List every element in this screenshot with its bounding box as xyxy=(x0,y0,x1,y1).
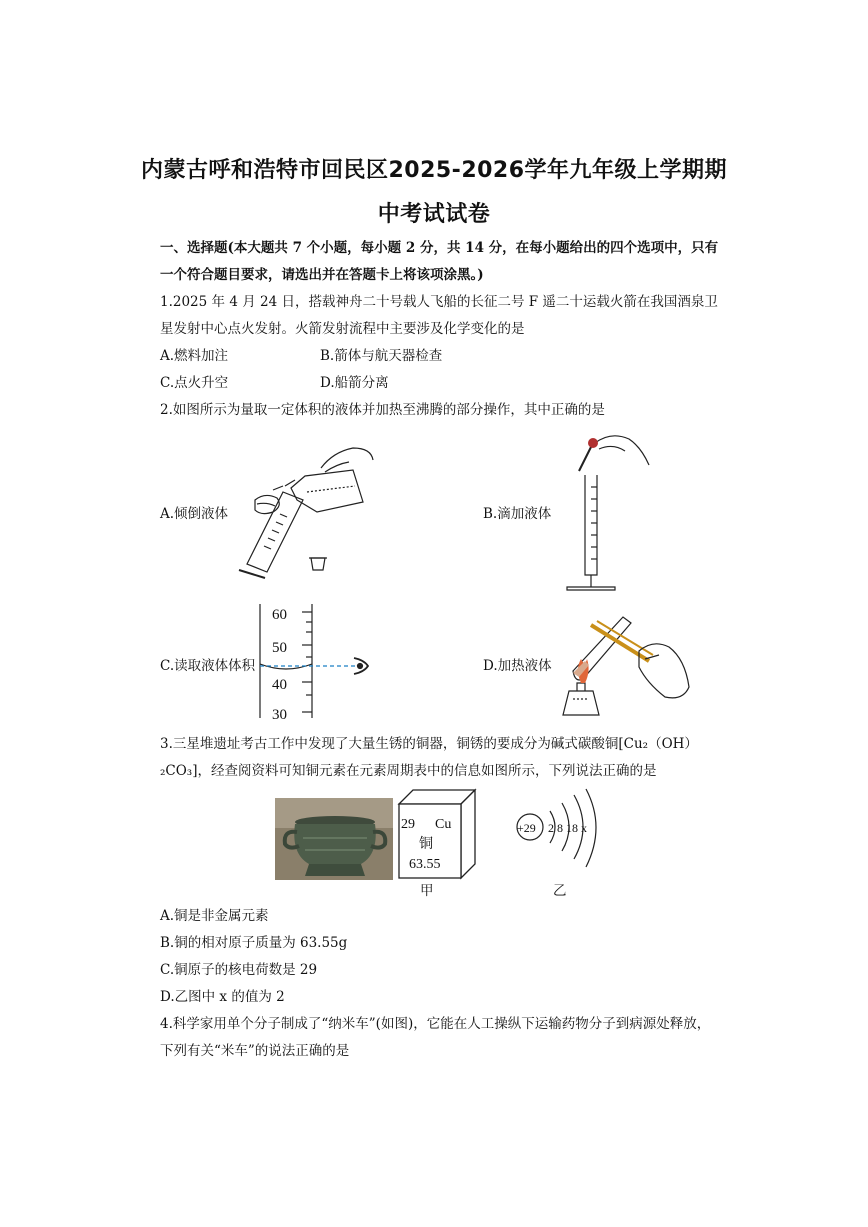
q4-stem-line2: 下列有关“米车”的说法正确的是 xyxy=(160,1043,350,1059)
q2-option-b: B.滴加液体 xyxy=(483,506,552,522)
q3-option-a: A.铜是非金属元素 xyxy=(160,908,269,924)
q4-stem-line1: 4.科学家用单个分子制成了“纳米车”(如图)，它能在人工操纵下运输药物分子到病源处释放， xyxy=(160,1016,711,1032)
q3-option-c: C.铜原子的核电荷数是 29 xyxy=(160,962,318,978)
element-mass: 63.55 xyxy=(409,857,441,872)
periodic-table-cell xyxy=(395,788,480,880)
figure-reading-volume xyxy=(250,602,375,720)
atom-nucleus-charge: +29 xyxy=(517,821,536,835)
scale-tick-label: 60 xyxy=(272,607,287,623)
section-header-line1: 一、选择题(本大题共 7 个小题，每小题 2 分，共 14 分，在每小题给出的四个选项中，只有 xyxy=(160,240,719,256)
scale-tick-label: 40 xyxy=(272,677,287,693)
q2-stem: 2.如图所示为量取一定体积的液体并加热至沸腾的部分操作，其中正确的是 xyxy=(160,402,605,418)
section-header-line2: 一个符合题目要求，请选出并在答题卡上将该项涂黑。) xyxy=(160,267,484,283)
q2-option-c: C.读取液体体积 xyxy=(160,658,256,674)
figure-dropping-liquid xyxy=(555,425,655,595)
scale-tick-label: 50 xyxy=(272,640,287,656)
q1-option-b: B.箭体与航天器检查 xyxy=(320,348,443,364)
q1-option-c: C.点火升空 xyxy=(160,375,229,391)
q1-option-d: D.船箭分离 xyxy=(320,375,389,391)
q3-stem-line1: 3.三星堆遗址考古工作中发现了大量生锈的铜器，铜锈的要成分为碱式碳酸铜[Cu₂（OH） xyxy=(160,736,698,752)
dropper-bulb xyxy=(588,438,598,448)
figure-heating-liquid xyxy=(555,603,695,718)
q2-option-a: A.倾倒液体 xyxy=(160,506,229,522)
element-symbol: Cu xyxy=(435,817,452,832)
q1-stem-line2: 星发射中心点火发射。火箭发射流程中主要涉及化学变化的是 xyxy=(160,321,525,337)
atom-structure-diagram xyxy=(508,785,608,875)
bronze-vessel-photo xyxy=(275,798,393,880)
scale-tick-label: 30 xyxy=(272,707,287,720)
q3-option-d: D.乙图中 x 的值为 2 xyxy=(160,989,285,1005)
exam-title-line1: 内蒙古呼和浩特市回民区2025-2026学年九年级上学期期 xyxy=(140,158,728,183)
q1-option-a: A.燃料加注 xyxy=(160,348,229,364)
q3-stem-line2: ₂CO₃]，经查阅资料可知铜元素在元素周期表中的信息如图所示，下列说法正确的是 xyxy=(160,763,657,779)
q3-option-b: B.铜的相对原子质量为 63.55g xyxy=(160,935,348,951)
figure-label-jia: 甲 xyxy=(420,883,434,899)
figure-pouring-liquid xyxy=(225,440,375,580)
figure-label-yi: 乙 xyxy=(553,883,567,899)
element-atomic-number: 29 xyxy=(401,817,415,832)
q2-option-d: D.加热液体 xyxy=(483,658,552,674)
element-name: 铜 xyxy=(419,837,433,852)
exam-title-line2: 中考试试卷 xyxy=(377,202,491,227)
q1-stem-line1: 1.2025 年 4 月 24 日，搭载神舟二十号载人飞船的长征二号 F 遥二十运载火箭在我国酒泉卫 xyxy=(160,294,718,310)
atom-shell-electrons: 2 8 18 x xyxy=(548,821,587,835)
